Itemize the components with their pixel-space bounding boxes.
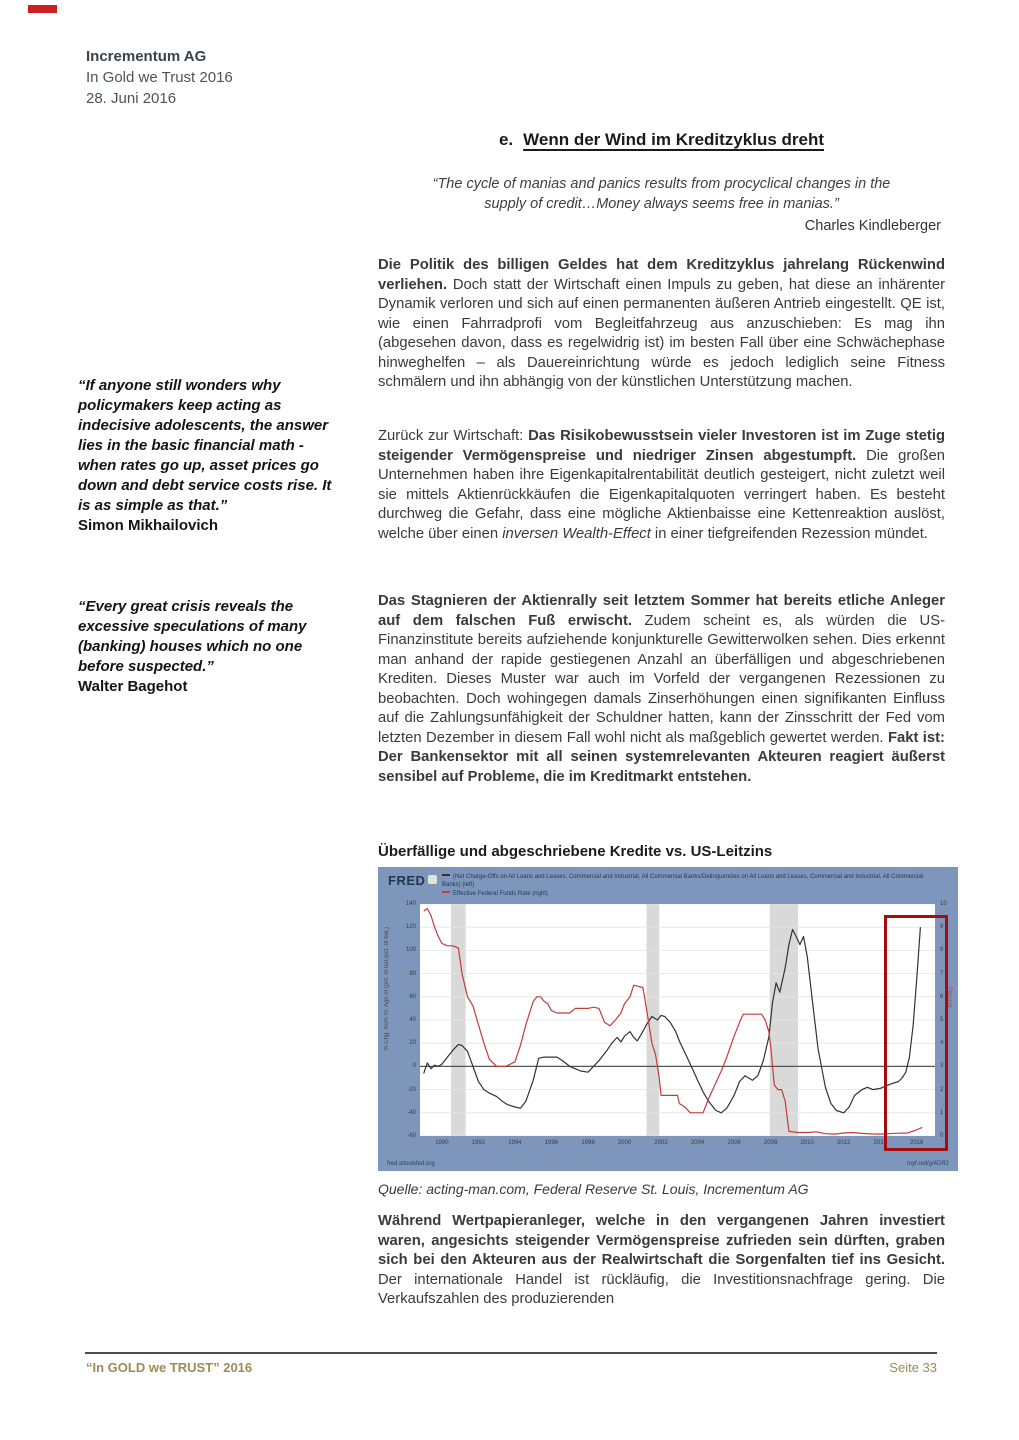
tick-label: 5 — [940, 1017, 944, 1023]
epigraph-attribution: Charles Kindleberger — [804, 218, 941, 234]
side-quote-text: “Every great crisis reveals the excessive speculations of many (banking) houses which no one before suspected.” — [78, 598, 307, 675]
red-corner-mark — [28, 5, 57, 13]
chart-heading: Überfällige und abgeschriebene Kredite vs. US-Leitzins — [378, 843, 773, 860]
plot-area — [420, 904, 935, 1136]
tick-label: 0 — [412, 1063, 416, 1070]
chart-source: Quelle: acting-man.com, Federal Reserve St. Louis, Incrementum AG — [378, 1181, 809, 1197]
tick-label: -20 — [407, 1086, 416, 1093]
fred-chart — [378, 867, 958, 1171]
tick-label: 7 — [940, 970, 944, 977]
tick-label: 2012 — [837, 1140, 851, 1146]
side-quote-mikhailovich — [78, 376, 336, 536]
paragraph-4: Während Wertpapieranleger, welche in den vergangenen Jahren investiert waren, angesichts steigender Vermögenspreise zufrieden sein dürften, graben sich bei den Akteuren aus der Realwirtschaft die Sorgenfalten tief ins Gesicht. Der internationale Handel ist rückläufig, die Investitionsnachfrage gering. Die Verkaufszahlen des produzierenden — [378, 1213, 945, 1307]
tick-label: 9 — [940, 924, 944, 931]
tick-label: 3 — [940, 1063, 944, 1070]
tick-label: 2002 — [654, 1140, 668, 1146]
tick-label: 10 — [940, 901, 947, 907]
footer-report-name: “In GOLD we TRUST” 2016 — [86, 1360, 253, 1375]
tick-label: 2010 — [800, 1140, 814, 1146]
epigraph-line-2: supply of credit…Money always seems free in manias.” — [484, 196, 839, 212]
tick-label: 60 — [409, 993, 416, 1000]
fred-logo: FRED — [388, 873, 437, 888]
right-axis-label: Percent — [946, 987, 952, 1008]
highlight-box — [884, 915, 948, 1151]
tick-label: 100 — [405, 947, 416, 954]
side-quote-text: “If anyone still wonders why policymakers keep acting as indecisive adolescents, the answer lies in the basic financial math - when rates go up, asset prices go down and debt service costs rise. It is as simple as that.” — [78, 377, 332, 514]
tick-label: 6 — [940, 993, 944, 1000]
series-swatch-icon — [442, 874, 450, 876]
chart-footer-shortlink: myf.red/g/4DR2 — [906, 1161, 949, 1167]
side-quote-bagehot — [78, 597, 336, 697]
report-title: In Gold we Trust 2016 — [86, 69, 233, 86]
tick-label: 1 — [940, 1109, 944, 1116]
tick-label: 20 — [409, 1040, 416, 1047]
paragraph-1: Die Politik des billigen Geldes hat dem Kreditzyklus jahrelang Rückenwind verliehen. Doch statt der Wirtschaft einen Impuls zu geben, hat diese an inhärenter Dynamik verloren und sich auf einen permanenten äußeren Antrieb eingestellt. QE ist, wie einen Fahrradprofi vom Begleitfahrzeug aus anzuschieben: Es mag ihn (abgesehen davon, dass es regelwidrig ist) im besten Fall über eine Schwächephase hinweghelfen – als Dauereinrichtung würde es jedoch lediglich seine Fitness schmälern und ihn abhängig von der künstlichen Unterstützung machen. — [378, 257, 945, 390]
paragraph-3: Das Stagnieren der Aktienrally seit letztem Sommer hat bereits etliche Anleger auf dem falschen Fuß erwischt. Zudem scheint es, als würden die US-Finanzinstitute bereits aufziehende konjunkturelle Gewitterwolken sehen. Dies erkennt man anhand der rapide gestiegenen Anzahl an überfälligen und abgeschriebenen Krediten. Dieses Muster war auch im Vorfeld der vergangenen Rezessionen zu beobachten. Doch wohingegen damals Zinserhöhungen einen signifikanten Einfluss auf die Zahlungsunfähigkeit der Schuldner hatten, kann der Zinsschritt der Fed vom letzten Dezember in diesem Fall wohl nicht als maßgeblich gewertet werden. Fakt ist: Der Bankensektor mit all seinen systemrelevanten Akteuren reagiert äußerst sensibel auf Probleme, die im Kreditmarkt entstehen. — [378, 593, 946, 785]
legend-item-charge-offs: (Net Charge-Offs on All Loans and Leases, Commercial and Industrial, All Commercial Banks/Delinquencies on All Loans and Leases, Commercial and Industrial, All Commercial Banks) (left) — [442, 874, 924, 888]
side-quote-author: Simon Mikhailovich — [78, 517, 219, 534]
chart-footer-url: fred.stlouisfed.org — [387, 1161, 435, 1167]
footer-page-number: Seite 33 — [889, 1360, 937, 1375]
tick-label: 120 — [405, 924, 416, 931]
tick-label: 1996 — [544, 1140, 559, 1146]
tick-label: 4 — [940, 1040, 944, 1047]
tick-label: 2004 — [690, 1140, 705, 1146]
chapter-index: e. — [498, 130, 514, 149]
tick-label: 2006 — [727, 1140, 741, 1146]
chapter-title-text: Wenn der Wind im Kreditzyklus dreht — [523, 130, 825, 149]
tick-label: -40 — [407, 1109, 416, 1116]
tick-label: 1994 — [508, 1140, 522, 1146]
fred-logo-icon — [428, 875, 437, 884]
tick-label: 2000 — [617, 1140, 632, 1146]
tick-label: 0 — [940, 1133, 944, 1139]
tick-label: -60 — [407, 1133, 416, 1139]
company-name: Incrementum AG — [86, 48, 207, 65]
series-effective-federal-funds-rate — [424, 909, 923, 1135]
left-axis-label: % Chg. from Yr. Ago of (pct. of bal./pct. of bal.) — [384, 927, 390, 1051]
epigraph — [378, 174, 945, 236]
tick-label: 2016 — [910, 1140, 924, 1146]
chapter-title — [378, 130, 945, 150]
chart-canvas — [420, 904, 935, 1136]
tick-label: 1998 — [581, 1140, 595, 1146]
chart-legend — [442, 873, 940, 899]
tick-label: 2 — [940, 1086, 944, 1093]
tick-label: 80 — [409, 970, 416, 977]
epigraph-line-1: “The cycle of manias and panics results from procyclical changes in the — [432, 176, 891, 192]
tick-label: 140 — [405, 901, 416, 907]
tick-label: 2014 — [873, 1140, 887, 1146]
side-quote-author: Walter Bagehot — [78, 678, 188, 695]
tick-label: 2008 — [763, 1140, 778, 1146]
report-date: 28. Juni 2016 — [86, 90, 177, 107]
tick-label: 1990 — [435, 1140, 449, 1146]
tick-label: 40 — [409, 1017, 416, 1023]
paragraph-2: Zurück zur Wirtschaft: Das Risikobewusstsein vieler Investoren ist im Zuge stetig steigender Vermögenspreise und niedriger Zinsen abgestumpft. Die großen Unternehmen haben ihre Eigenkapitalrentabilität deutlich gesteigert, nicht zuletzt weil sie mittels Aktienrückkäufen die Eigenkapitalquoten verringert haben. Es besteht durchweg die Gefahr, dass eine mögliche Aktienbaisse eine Kettenreaktion auslöst, welche über einen inversen Wealth-Effect in einer tiefgreifenden Rezession mündet. — [378, 428, 945, 542]
legend-item-fed-funds: Effective Federal Funds Rate (right) — [442, 890, 940, 898]
tick-label: 1992 — [471, 1140, 486, 1146]
footer-divider — [85, 1352, 937, 1354]
series-swatch-icon — [442, 891, 450, 893]
tick-label: 8 — [940, 947, 944, 954]
document-header — [86, 46, 233, 109]
